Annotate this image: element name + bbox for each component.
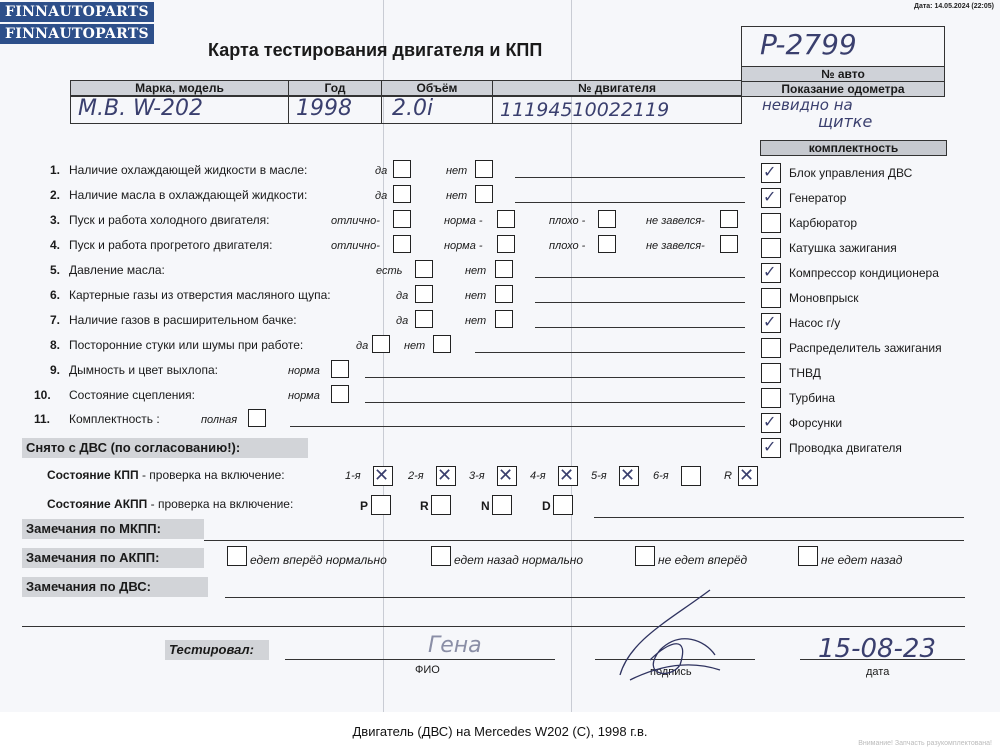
option-checkbox[interactable] bbox=[415, 310, 433, 328]
option-checkbox[interactable] bbox=[331, 360, 349, 378]
remarks-extra-line bbox=[22, 626, 965, 627]
check-text: Дымность и цвет выхлопа: bbox=[69, 363, 218, 377]
tested-label: Тестировал: bbox=[165, 640, 269, 660]
option-checkbox[interactable] bbox=[331, 385, 349, 403]
akpp-label: Состояние АКПП - проверка на включение: bbox=[47, 497, 294, 511]
kit-item-label: Компрессор кондиционера bbox=[789, 266, 939, 280]
akpp-gear-label: P bbox=[360, 499, 369, 513]
option-checkbox[interactable] bbox=[393, 160, 411, 178]
option-checkbox[interactable] bbox=[598, 210, 616, 228]
kit-item-label: Проводка двигателя bbox=[789, 441, 902, 455]
option-checkbox[interactable] bbox=[393, 235, 411, 253]
year-handwritten: 1998 bbox=[296, 96, 352, 121]
kit-item-label: ТНВД bbox=[789, 366, 821, 380]
fio-caption: ФИО bbox=[415, 664, 440, 676]
check-number: 5. bbox=[50, 263, 61, 277]
fio-line bbox=[285, 659, 555, 660]
print-date: Дата: 14.05.2024 (22:05) bbox=[913, 3, 994, 10]
option-label: да bbox=[396, 315, 409, 327]
option-checkbox[interactable] bbox=[720, 210, 738, 228]
option-checkbox[interactable] bbox=[495, 285, 513, 303]
check-text: Посторонние стуки или шумы при работе: bbox=[69, 338, 304, 352]
opt-no-forward-checkbox[interactable] bbox=[635, 546, 655, 566]
option-label: норма bbox=[288, 365, 320, 377]
akpp-gear-label: N bbox=[481, 499, 490, 513]
kit-checkbox[interactable] bbox=[761, 388, 781, 408]
kit-checkbox[interactable] bbox=[761, 238, 781, 258]
option-label: нет bbox=[465, 290, 487, 302]
option-label: полная bbox=[201, 414, 238, 426]
cross-mark-icon: ✕ bbox=[559, 465, 575, 485]
kit-item-label: Насос г/у bbox=[789, 316, 841, 330]
gear-label: 3-я bbox=[469, 470, 485, 482]
test-date-handwritten: 15-08-23 bbox=[818, 634, 937, 664]
site-logo-secondary: FINNAUTOPARTS bbox=[0, 24, 154, 44]
option-checkbox[interactable] bbox=[475, 185, 493, 203]
check-number: 8. bbox=[50, 338, 61, 352]
check-number: 2. bbox=[50, 188, 61, 202]
option-checkbox[interactable] bbox=[497, 210, 515, 228]
gear-label: 6-я bbox=[653, 470, 669, 482]
photo-caption: Двигатель (ДВС) на Mercedes W202 (C), 1998 г.в. bbox=[352, 724, 648, 739]
check-number: 4. bbox=[50, 238, 61, 252]
check-mark-icon: ✓ bbox=[763, 264, 777, 281]
option-label: нет bbox=[446, 190, 468, 202]
option-label: есть bbox=[376, 265, 403, 277]
cross-mark-icon: ✕ bbox=[374, 465, 390, 485]
kit-item-label: Генератор bbox=[789, 191, 847, 205]
option-checkbox[interactable] bbox=[495, 260, 513, 278]
odometer-handwritten-line1: невидно на bbox=[762, 96, 853, 114]
check-text: Наличие газов в расширительном бачке: bbox=[69, 313, 297, 327]
kit-item-label: Форсунки bbox=[789, 416, 843, 430]
opt-backward-ok-checkbox[interactable] bbox=[431, 546, 451, 566]
engine-number-handwritten: 11194510022119 bbox=[500, 99, 670, 121]
akpp-gear-checkbox[interactable] bbox=[431, 495, 451, 515]
model-handwritten: M.B. W-202 bbox=[78, 96, 204, 121]
kit-checkbox[interactable] bbox=[761, 363, 781, 383]
check-number: 7. bbox=[50, 313, 61, 327]
option-label: норма - bbox=[444, 240, 483, 252]
check-mark-icon: ✓ bbox=[763, 314, 777, 331]
check-number: 9. bbox=[50, 363, 61, 377]
engine-number-header: № двигателя bbox=[492, 80, 742, 96]
kit-item-label: Распределитель зажигания bbox=[789, 341, 942, 355]
answer-line bbox=[365, 402, 745, 403]
answer-line bbox=[365, 377, 745, 378]
signature-caption: подпись bbox=[650, 666, 692, 678]
remarks-mkpp: Замечания по МКПП: bbox=[22, 519, 204, 539]
remarks-mkpp-line bbox=[204, 540, 964, 541]
cross-mark-icon: ✕ bbox=[620, 465, 636, 485]
option-label: нет bbox=[404, 340, 426, 352]
option-checkbox[interactable] bbox=[393, 185, 411, 203]
option-label: да bbox=[375, 190, 388, 202]
akpp-gear-checkbox[interactable] bbox=[553, 495, 573, 515]
kpp-label: Состояние КПП - проверка на включение: bbox=[47, 468, 285, 482]
answer-line bbox=[290, 426, 745, 427]
kit-checkbox[interactable] bbox=[761, 288, 781, 308]
model-header: Марка, модель bbox=[70, 80, 289, 96]
form-title: Карта тестирования двигателя и КПП bbox=[208, 40, 543, 60]
option-label: не завелся- bbox=[646, 215, 705, 227]
signature-scribble bbox=[610, 580, 730, 690]
akpp-gear-checkbox[interactable] bbox=[492, 495, 512, 515]
kit-checkbox[interactable] bbox=[761, 338, 781, 358]
check-mark-icon: ✓ bbox=[763, 439, 777, 456]
kit-header: комплектность bbox=[760, 140, 947, 156]
opt-backward-ok-label: едет назад нормально bbox=[454, 553, 584, 567]
answer-line bbox=[535, 277, 745, 278]
odometer-header: Показание одометра bbox=[741, 81, 945, 97]
remarks-akpp: Замечания по АКПП: bbox=[22, 548, 204, 568]
volume-handwritten: 2.0i bbox=[392, 96, 434, 121]
option-checkbox[interactable] bbox=[495, 310, 513, 328]
option-checkbox[interactable] bbox=[475, 160, 493, 178]
remarks-dvs: Замечания по ДВС: bbox=[22, 577, 208, 597]
cross-mark-icon: ✕ bbox=[437, 465, 453, 485]
akpp-note-line bbox=[594, 517, 964, 518]
check-text: Наличие охлаждающей жидкости в масле: bbox=[69, 163, 308, 177]
kit-item-label: Катушка зажигания bbox=[789, 241, 897, 255]
gear-checkbox[interactable] bbox=[681, 466, 701, 486]
option-checkbox[interactable] bbox=[720, 235, 738, 253]
opt-forward-ok-label: едет вперёд нормально bbox=[250, 553, 387, 567]
option-label: нет bbox=[446, 165, 468, 177]
opt-no-forward-label: не едет вперёд bbox=[658, 553, 748, 567]
year-header: Год bbox=[288, 80, 382, 96]
check-text: Пуск и работа прогретого двигателя: bbox=[69, 238, 273, 252]
check-text: Состояние сцепления: bbox=[69, 388, 195, 402]
check-text: Наличие масла в охлаждающей жидкости: bbox=[69, 188, 308, 202]
check-number: 1. bbox=[50, 163, 61, 177]
option-label: плохо - bbox=[549, 215, 586, 227]
option-label: отлично- bbox=[331, 240, 380, 252]
opt-no-backward-label: не едет назад bbox=[821, 553, 903, 567]
check-number: 10. bbox=[34, 388, 51, 402]
gear-label: R bbox=[724, 470, 732, 482]
car-number-header: № авто bbox=[741, 66, 945, 82]
option-label: отлично- bbox=[331, 215, 380, 227]
akpp-gear-checkbox[interactable] bbox=[371, 495, 391, 515]
gear-label: 5-я bbox=[591, 470, 607, 482]
option-label: не завелся- bbox=[646, 240, 705, 252]
watermark: Внимание! Запчасть разукомплектована! bbox=[858, 740, 992, 747]
answer-line bbox=[475, 352, 745, 353]
check-number: 6. bbox=[50, 288, 61, 302]
option-checkbox[interactable] bbox=[415, 260, 433, 278]
akpp-gear-label: R bbox=[420, 499, 429, 513]
check-text: Комплектность : bbox=[69, 412, 160, 426]
kit-item-label: Турбина bbox=[789, 391, 836, 405]
check-number: 3. bbox=[50, 213, 61, 227]
check-text: Пуск и работа холодного двигателя: bbox=[69, 213, 270, 227]
akpp-gear-label: D bbox=[542, 499, 551, 513]
option-checkbox[interactable] bbox=[497, 235, 515, 253]
removed-header: Снято с ДВС (по согласованию!): bbox=[22, 438, 308, 458]
site-logo[interactable]: FINNAUTOPARTS bbox=[0, 2, 154, 22]
option-label: норма - bbox=[444, 215, 483, 227]
answer-line bbox=[515, 177, 745, 178]
remarks-dvs-line bbox=[225, 597, 965, 598]
option-label: нет bbox=[465, 265, 487, 277]
option-checkbox[interactable] bbox=[598, 235, 616, 253]
option-label: да bbox=[375, 165, 388, 177]
car-number-handwritten: P-2799 bbox=[760, 28, 857, 61]
kit-item-label: Блок управления ДВС bbox=[789, 166, 913, 180]
option-label: нет bbox=[465, 315, 487, 327]
option-label: да bbox=[396, 290, 409, 302]
kit-item-label: Моновпрыск bbox=[789, 291, 859, 305]
gear-label: 4-я bbox=[530, 470, 546, 482]
date-caption: дата bbox=[866, 666, 890, 678]
cross-mark-icon: ✕ bbox=[498, 465, 514, 485]
option-checkbox[interactable] bbox=[433, 335, 451, 353]
check-mark-icon: ✓ bbox=[763, 414, 777, 431]
odometer-handwritten-line2: щитке bbox=[818, 112, 873, 131]
answer-line bbox=[515, 202, 745, 203]
check-mark-icon: ✓ bbox=[763, 164, 777, 181]
kit-item-label: Карбюратор bbox=[789, 216, 858, 230]
option-checkbox[interactable] bbox=[415, 285, 433, 303]
option-checkbox[interactable] bbox=[393, 210, 411, 228]
kit-checkbox[interactable] bbox=[761, 213, 781, 233]
option-label: да bbox=[356, 340, 369, 352]
answer-line bbox=[535, 302, 745, 303]
check-text: Давление масла: bbox=[69, 263, 165, 277]
option-checkbox[interactable] bbox=[248, 409, 266, 427]
check-mark-icon: ✓ bbox=[763, 189, 777, 206]
opt-no-backward-checkbox[interactable] bbox=[798, 546, 818, 566]
answer-line bbox=[535, 327, 745, 328]
volume-header: Объём bbox=[381, 80, 493, 96]
opt-forward-ok-checkbox[interactable] bbox=[227, 546, 247, 566]
option-label: норма bbox=[288, 390, 320, 402]
option-label: плохо - bbox=[549, 240, 586, 252]
cross-mark-icon: ✕ bbox=[739, 465, 755, 485]
check-number: 11. bbox=[34, 412, 51, 426]
gear-label: 1-я bbox=[345, 470, 361, 482]
option-checkbox[interactable] bbox=[372, 335, 390, 353]
check-text: Картерные газы из отверстия масляного щупа: bbox=[69, 288, 331, 302]
gear-label: 2-я bbox=[408, 470, 424, 482]
tester-name-handwritten: Гена bbox=[428, 633, 482, 658]
